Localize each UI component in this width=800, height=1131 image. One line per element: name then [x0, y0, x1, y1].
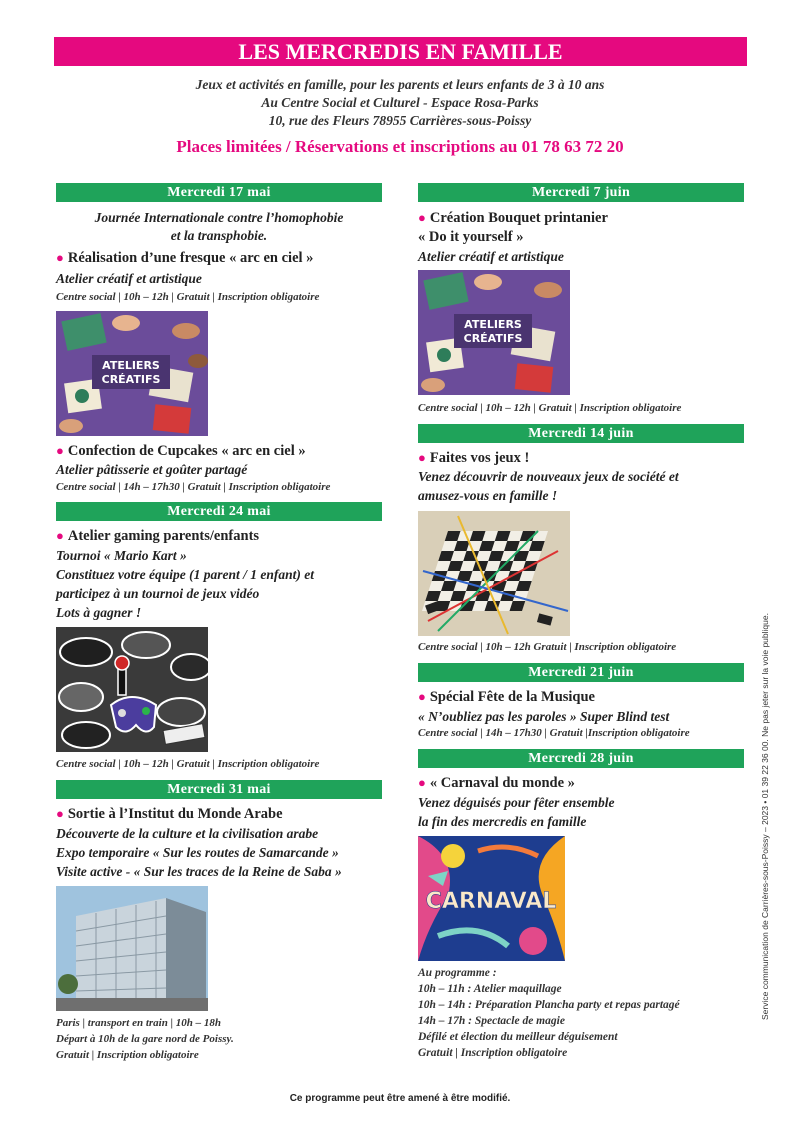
- bullet-icon: ●: [56, 806, 64, 821]
- programme-item-3: 14h – 17h : Spectacle de magie: [418, 1015, 565, 1027]
- activity-fresque-info: Centre social | 10h – 12h | Gratuit | Inscription obligatoire: [56, 291, 320, 303]
- bullet-icon: ●: [418, 450, 426, 465]
- ateliers-creatifs-image: [56, 311, 208, 436]
- band-17-mai: Mercredi 17 mai: [56, 183, 382, 202]
- activity-ima-label: Sortie à l’Institut du Monde Arabe: [67, 806, 283, 822]
- band-14-juin: Mercredi 14 juin: [418, 424, 744, 443]
- intro-line-2: Au Centre Social et Culturel - Espace Rosa-Parks: [261, 95, 539, 110]
- journee-line-1: Journée Internationale contre l’homophobie: [94, 210, 344, 225]
- ateliers-creatifs-image-2: [418, 270, 570, 395]
- band-21-juin: Mercredi 21 juin: [418, 663, 744, 682]
- carnaval-line-2: la fin des mercredis en famille: [418, 814, 587, 829]
- gaming-info: Centre social | 10h – 12h | Gratuit | Inscription obligatoire: [56, 758, 320, 770]
- band-24-mai: Mercredi 24 mai: [56, 502, 382, 521]
- jeux-line-2: amusez-vous en famille !: [418, 488, 558, 503]
- carnaval-image: [418, 836, 565, 961]
- activity-cupcakes-sub: Atelier pâtisserie et goûter partagé: [56, 462, 248, 477]
- image-caption-4: CRÉATIFS: [463, 332, 523, 345]
- side-credit: Service communication de Carrières-sous-Poissy – 2023 • 01 39 22 36 00. Ne pas jeter sur la voie publique.: [760, 613, 770, 1020]
- programme-item-2: 10h – 14h : Préparation Plancha party et repas partagé: [418, 999, 680, 1011]
- activity-musique-label: Spécial Fête de la Musique: [429, 689, 595, 705]
- bullet-icon: ●: [56, 528, 64, 543]
- image-caption-1: ATELIERS: [102, 359, 160, 372]
- activity-bouquet: [418, 210, 608, 227]
- activity-carnaval: [418, 775, 575, 792]
- image-caption-3: ATELIERS: [464, 318, 522, 331]
- activity-gaming: [56, 528, 259, 545]
- institut-monde-arabe-image: [56, 886, 208, 1011]
- activity-jeux-label: Faites vos jeux !: [429, 450, 530, 466]
- ima-info-1: Paris | transport en train | 10h – 18h: [56, 1017, 221, 1029]
- ima-info-3: Gratuit | Inscription obligatoire: [56, 1049, 199, 1061]
- programme-item-1: 10h – 11h : Atelier maquillage: [418, 983, 562, 995]
- bullet-icon: ●: [418, 689, 426, 704]
- activity-cupcakes-info: Centre social | 14h – 17h30 | Gratuit | Inscription obligatoire: [56, 481, 331, 493]
- activity-fresque-label: Réalisation d’une fresque « arc en ciel »: [67, 250, 314, 266]
- activity-ima: [56, 806, 283, 823]
- intro-line-3: 10, rue des Fleurs 78955 Carrières-sous-Poissy: [268, 113, 532, 128]
- activity-carnaval-label: « Carnaval du monde »: [429, 775, 575, 791]
- bullet-icon: ●: [418, 210, 426, 225]
- activity-bouquet-label: Création Bouquet printanier: [429, 210, 608, 226]
- page-title: LES MERCREDIS EN FAMILLE: [54, 37, 747, 66]
- gaming-line-4: Lots à gagner !: [56, 605, 142, 620]
- ima-info-2: Départ à 10h de la gare nord de Poissy.: [56, 1033, 234, 1045]
- bullet-icon: ●: [56, 250, 64, 265]
- gaming-controllers-image: [56, 627, 208, 752]
- reservation-info: Places limitées / Réservations et inscriptions au 01 78 63 72 20: [176, 137, 624, 156]
- carnaval-line-1: Venez déguisés pour fêter ensemble: [418, 795, 615, 810]
- gaming-line-1: Tournoi « Mario Kart »: [56, 548, 187, 563]
- bullet-icon: ●: [418, 775, 426, 790]
- carnaval-image-caption: CARNAVAL: [425, 889, 557, 914]
- activity-bouquet-sub: Atelier créatif et artistique: [418, 249, 564, 264]
- activity-fresque-sub: Atelier créatif et artistique: [56, 271, 202, 286]
- programme-item-5: Gratuit | Inscription obligatoire: [418, 1047, 568, 1059]
- board-games-image: [418, 511, 570, 636]
- musique-line-1: « N’oubliez pas les paroles » Super Blind test: [418, 709, 670, 724]
- band-28-juin: Mercredi 28 juin: [418, 749, 744, 768]
- gaming-line-3: participez à un tournoi de jeux vidéo: [56, 586, 260, 601]
- gaming-line-2: Constituez votre équipe (1 parent / 1 enfant) et: [56, 567, 314, 582]
- image-caption-2: CRÉATIFS: [101, 373, 161, 386]
- activity-cupcakes-label: Confection de Cupcakes « arc en ciel »: [67, 443, 306, 459]
- ima-line-1: Découverte de la culture et la civilisation arabe: [56, 826, 319, 841]
- footer-note: Ce programme peut être amené à être modifié.: [289, 1093, 511, 1104]
- bullet-icon: ●: [56, 443, 64, 458]
- programme-item-4: Défilé et élection du meilleur déguisement: [418, 1031, 618, 1043]
- activity-musique: [418, 689, 595, 706]
- bouquet-info: Centre social | 10h – 12h | Gratuit | Inscription obligatoire: [418, 402, 682, 414]
- band-31-mai: Mercredi 31 mai: [56, 780, 382, 799]
- programme-title: Au programme :: [418, 967, 497, 979]
- activity-cupcakes: [56, 443, 306, 460]
- activity-fresque: [56, 250, 313, 267]
- activity-gaming-label: Atelier gaming parents/enfants: [67, 528, 260, 544]
- journee-line-2: et la transphobie.: [170, 228, 268, 243]
- activity-diy: « Do it yourself »: [418, 229, 524, 245]
- intro-line-1: Jeux et activités en famille, pour les parents et leurs enfants de 3 à 10 ans: [195, 77, 605, 92]
- band-7-juin: Mercredi 7 juin: [418, 183, 744, 202]
- ima-line-2: Expo temporaire « Sur les routes de Samarcande »: [56, 845, 339, 860]
- jeux-line-1: Venez découvrir de nouveaux jeux de société et: [418, 469, 679, 484]
- activity-jeux: [418, 450, 529, 467]
- musique-info: Centre social | 14h – 17h30 | Gratuit |Inscription obligatoire: [418, 727, 690, 739]
- jeux-info: Centre social | 10h – 12h Gratuit | Inscription obligatoire: [418, 641, 677, 653]
- ima-line-3: Visite active - « Sur les traces de la Reine de Saba »: [56, 864, 342, 879]
